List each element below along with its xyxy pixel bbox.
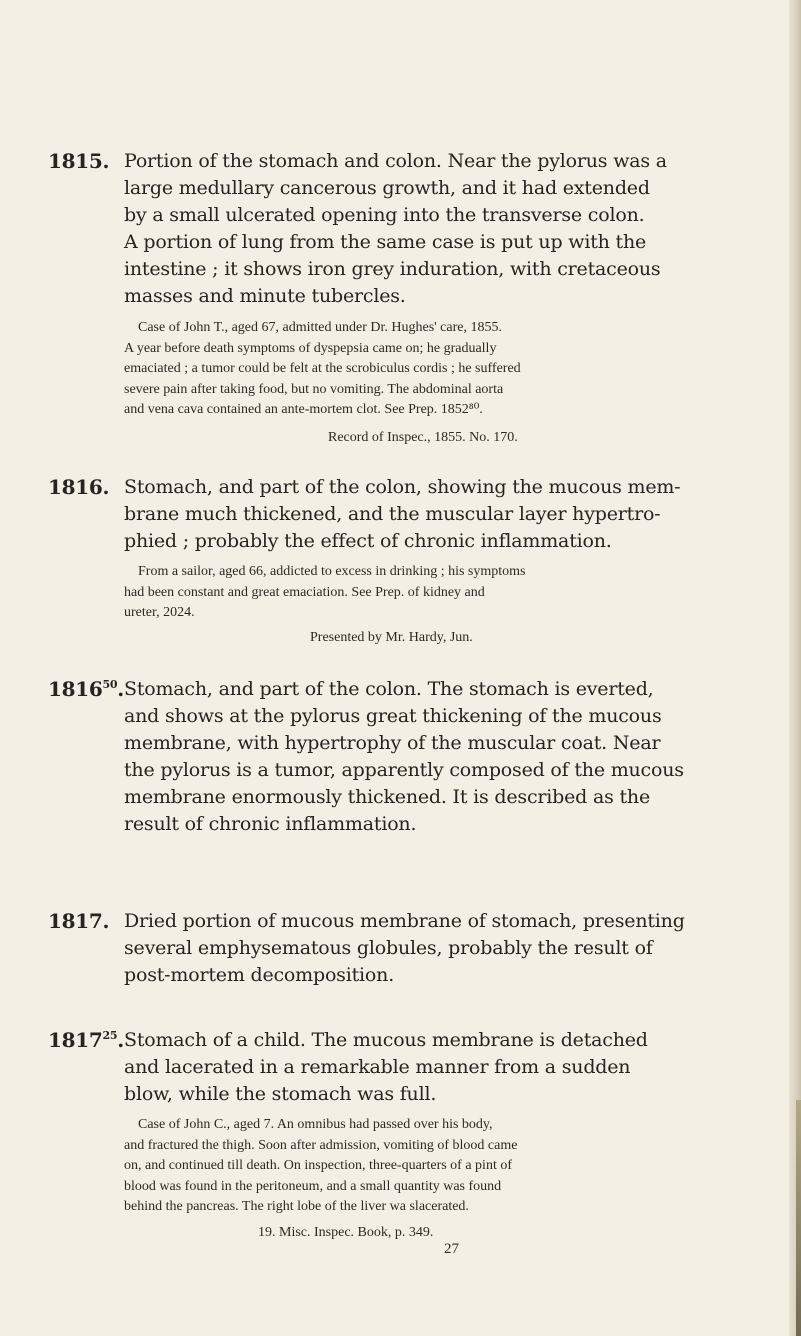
- note-line: on, and continued till death. On inspection, three-quarters of a pint of: [124, 1158, 513, 1173]
- description-line: Stomach, and part of the colon, showing the mucous mem-: [124, 476, 681, 498]
- case-note: [124, 562, 682, 624]
- entry-description: [124, 474, 681, 555]
- description-line: large medullary cancerous growth, and it had extended: [124, 177, 650, 199]
- entry-description: [124, 148, 676, 310]
- note-line: behind the pancreas. The right lobe of the liver wa slacerated.: [124, 1199, 469, 1214]
- entry-number-base: 1816: [48, 677, 103, 701]
- note-line: severe pain after taking food, but no vomiting. The abdominal aorta: [124, 381, 504, 397]
- entry-number: 1817.: [48, 909, 110, 933]
- note-line: and fractured the thigh. Soon after admission, vomiting of blood came: [124, 1137, 518, 1153]
- note-line: blood was found in the peritoneum, and a small quantity was found: [124, 1178, 502, 1194]
- description-line: phied ; probably the effect of chronic inflammation.: [124, 530, 612, 552]
- description-line: Stomach, and part of the colon. The stomach is everted,: [124, 678, 654, 700]
- entry-number-period: .: [117, 1028, 124, 1052]
- description-line: intestine ; it shows iron grey induration, with cretaceous: [124, 258, 661, 280]
- note-line: had been constant and great emaciation. See Prep. of kidney and: [124, 584, 485, 600]
- description-line: the pylorus is a tumor, apparently composed of the mucous: [124, 759, 684, 781]
- entry-number-period: .: [117, 677, 124, 701]
- description-line: A portion of lung from the same case is put up with the: [124, 231, 647, 253]
- note-line: Case of John T., aged 67, admitted under Dr. Hughes' care, 1855.: [138, 320, 502, 335]
- description-line: membrane, with hypertrophy of the muscular coat. Near: [124, 732, 661, 754]
- note-line: ureter, 2024.: [124, 605, 195, 620]
- description-line: post-mortem decomposition.: [124, 964, 395, 986]
- entry-number: [48, 676, 128, 703]
- note-line: emaciated ; a tumor could be felt at the scrobiculus cordis ; he suffered: [124, 361, 521, 376]
- description-line: by a small ulcerated opening into the transverse colon.: [124, 204, 645, 226]
- note-line: Case of John C., aged 7. An omnibus had passed over his body,: [138, 1117, 493, 1132]
- entry-description: [124, 908, 685, 989]
- entry-number-base: 1817: [48, 1028, 103, 1052]
- description-line: membrane enormously thickened. It is described as the: [124, 786, 650, 808]
- note-line: A year before death symptoms of dyspepsia came on; he gradually: [124, 340, 497, 356]
- description-line: and lacerated in a remarkable manner from a sudden: [124, 1056, 631, 1078]
- entry-number-superscript: 25: [102, 1029, 118, 1042]
- case-note: [124, 1115, 682, 1218]
- description-line: result of chronic inflammation.: [124, 813, 417, 835]
- description-line: several emphysematous globules, probably the result of: [124, 937, 653, 959]
- description-line: Stomach of a child. The mucous membrane is detached: [124, 1029, 648, 1051]
- description-line: and shows at the pylorus great thickening of the mucous: [124, 705, 662, 727]
- page-number: 27: [444, 1241, 459, 1257]
- entry-number: [48, 1027, 128, 1054]
- description-line: brane much thickened, and the muscular layer hypertro-: [124, 503, 661, 525]
- note-line: and vena cava contained an ante-mortem clot. See Prep. 1852⁸⁰.: [124, 402, 483, 417]
- record-reference: 19. Misc. Inspec. Book, p. 349.: [258, 1225, 434, 1240]
- entry-number: 1815.: [48, 149, 110, 173]
- record-reference: Record of Inspec., 1855. No. 170.: [328, 430, 518, 445]
- donor-credit: Presented by Mr. Hardy, Jun.: [310, 630, 473, 645]
- description-line: masses and minute tubercles.: [124, 285, 406, 307]
- entry-description: [124, 676, 684, 838]
- note-line: From a sailor, aged 66, addicted to excess in drinking ; his symptoms: [138, 564, 526, 579]
- case-note: [124, 318, 682, 421]
- description-line: blow, while the stomach was full.: [124, 1083, 437, 1105]
- entry-description: [124, 1027, 676, 1108]
- description-line: Portion of the stomach and colon. Near the pylorus was a: [124, 150, 667, 172]
- entry-number-superscript: 50: [102, 678, 118, 691]
- entry-number: 1816.: [48, 475, 110, 499]
- description-line: Dried portion of mucous membrane of stomach, presenting: [124, 910, 685, 932]
